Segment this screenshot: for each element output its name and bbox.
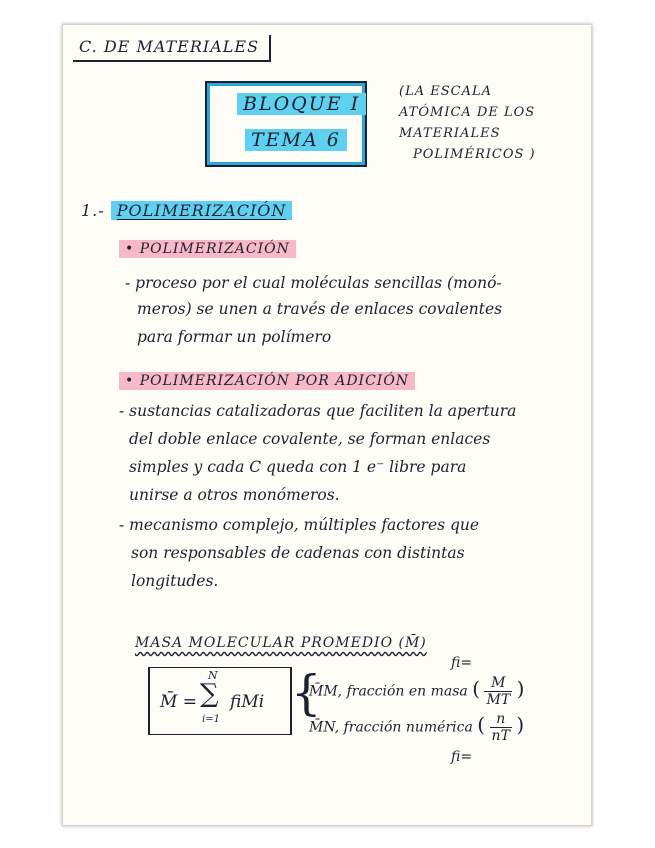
mass-fraction-label: M̄M, fracción en masa: [309, 683, 468, 700]
text-line: del doble enlace covalente, se forman enlaces: [129, 430, 491, 448]
summation-symbol: ∑: [200, 679, 219, 709]
paragraph-adicion: [119, 401, 516, 591]
text-line: simples y cada C queda con 1 e⁻ libre para: [129, 458, 467, 476]
subject-header: C. DE MATERIALES: [73, 35, 271, 62]
text-line: para formar un polímero: [137, 328, 332, 346]
formula-lhs: M̄ =: [160, 692, 198, 712]
number-fraction-label: M̄N, fracción numérica: [309, 719, 473, 736]
fraction-denominator: MT: [486, 692, 511, 708]
brace-symbol: {: [291, 665, 322, 721]
fraction-numerator: M: [484, 675, 512, 692]
subheading-text: • POLIMERIZACIÓN POR ADICIÓN: [119, 372, 415, 390]
fraction-numerator: n: [490, 711, 512, 728]
subtitle-line: ATÓMICA DE LOS: [399, 105, 536, 120]
section-number: 1.-: [81, 201, 105, 220]
title-box: [205, 81, 367, 167]
text-line: - mecanismo complejo, múltiples factores que: [119, 516, 480, 534]
text-line: - sustancias catalizadoras que faciliten la apertura: [119, 402, 517, 420]
number-fraction-row: M̄N, fracción numérica ( $\frac{n}{nT}$ ): [309, 711, 525, 744]
text-line: longitudes.: [131, 572, 219, 590]
notebook-page: [62, 24, 592, 826]
section-title: POLIMERIZACIÓN: [111, 201, 293, 220]
average-molar-mass-heading: MASA MOLECULAR PROMEDIO (M̄): [135, 635, 427, 651]
sum-upper-limit: N: [208, 669, 218, 682]
subtitle-line: MATERIALES: [399, 126, 501, 141]
fi-label-bottom: fi=: [451, 749, 473, 765]
number-fraction: [490, 711, 512, 744]
subheading-text: • POLIMERIZACIÓN: [119, 240, 296, 258]
fraction-denominator: nT: [491, 728, 510, 744]
subtitle-line: (LA ESCALA: [399, 84, 492, 99]
unit-subtitle: [399, 81, 536, 165]
subheading-polimerizacion: [119, 241, 296, 257]
block-title: BLOQUE I: [237, 93, 366, 115]
text-line: son responsables de cadenas con distintas: [131, 544, 465, 562]
fi-label-top: fi=: [451, 655, 473, 671]
section-heading: [81, 201, 292, 220]
formula-term: fiMi: [230, 692, 265, 712]
sum-lower-limit: i=1: [202, 714, 220, 725]
paragraph-polimerizacion: [125, 273, 502, 347]
formula-box: [148, 667, 292, 735]
text-line: meros) se unen a través de enlaces covalentes: [137, 300, 503, 318]
text-line: unirse a otros monómeros.: [129, 486, 340, 504]
text-line: - proceso por el cual moléculas sencillas (monó-: [125, 274, 502, 292]
subheading-adicion: [119, 373, 415, 389]
subtitle-line: POLIMÉRICOS ): [413, 147, 536, 162]
mass-fraction: [484, 675, 512, 708]
topic-title: TEMA 6: [245, 129, 347, 151]
mass-fraction-row: M̄M, fracción en masa ( $\frac{M}{MT}$ ): [309, 675, 525, 708]
